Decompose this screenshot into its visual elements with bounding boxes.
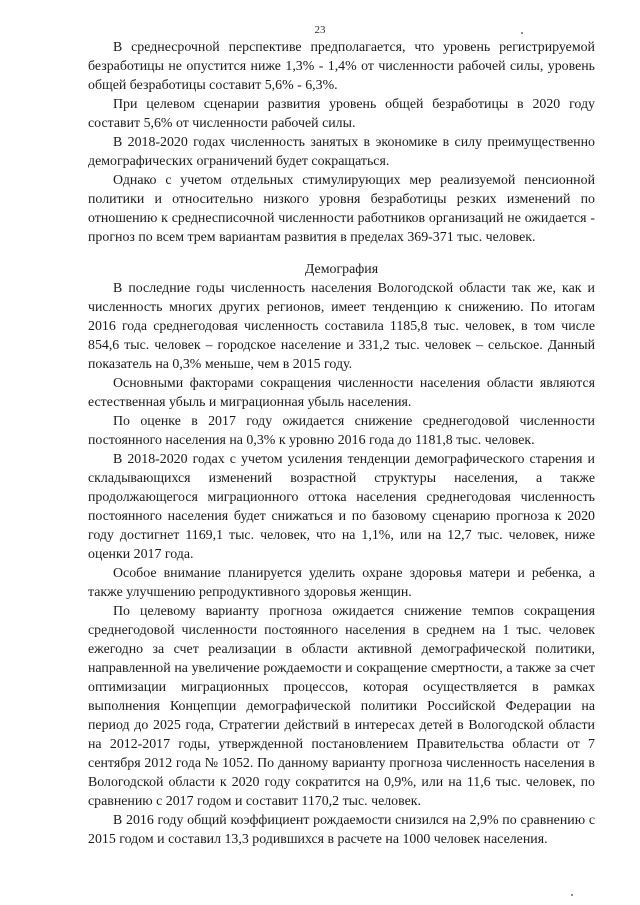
paragraph: В 2016 году общий коэффициент рождаемости снизился на 2,9% по сравнению с 2015 годом и составил 13,3 родившихся в расчете на 1000 человек населения. bbox=[88, 813, 595, 847]
paragraph: В среднесрочной перспективе предполагается, что уровень регистрируемой безработицы не опустится ниже 1,3% - 1,4% от численности рабочей силы, уровень общей безработицы составит 5,6% - 6,3%. bbox=[88, 40, 595, 93]
paragraph: Особое внимание планируется уделить охране здоровья матери и ребенка, а также улучшению репродуктивного здоровья женщин. bbox=[88, 566, 595, 600]
scan-speck bbox=[571, 894, 573, 896]
paragraph: В 2018-2020 годах с учетом усиления тенденции демографического старения и складывающихся изменений возрастной структуры населения, а также продолжающегося миграционного оттока населения среднегодовая численность постоянного населения будет снижаться и по базовому сценарию прогноза к 2020 году достигнет 1169,1 тыс. человек, что на 1,1%, или на 12,7 тыс. человек, ниже оценки 2017 года. bbox=[88, 452, 595, 562]
paragraph: По оценке в 2017 году ожидается снижение среднегодовой численности постоянного населения на 0,3% к уровню 2016 года до 1181,8 тыс. человек. bbox=[88, 414, 595, 448]
page-number: 23 bbox=[314, 24, 326, 36]
paragraph: При целевом сценарии развития уровень общей безработицы в 2020 году составит 5,6% от численности рабочей силы. bbox=[88, 97, 595, 131]
paragraph: Основными факторами сокращения численности населения области являются естественная убыль и миграционная убыль населения. bbox=[88, 376, 595, 410]
scan-speck bbox=[521, 32, 523, 34]
paragraph: Однако с учетом отдельных стимулирующих мер реализуемой пенсионной политики и относительно низкого уровня безработицы резких изменений по отношению к среднесписочной численности работников организаций не ожидается - прогноз по всем трем вариантам развития в пределах 369-371 тыс. человек. bbox=[88, 173, 595, 245]
paragraph: В последние годы численность населения Вологодской области так же, как и численность многих других регионов, имеет тенденцию к снижению. По итогам 2016 года среднегодовая численность составила 1185,8 тыс. человек, в том числе 854,6 тыс. человек – городское население и 331,2 тыс. человек – сельское. Данный показатель на 0,3% меньше, чем в 2015 году. bbox=[88, 281, 595, 372]
paragraph: По целевому варианту прогноза ожидается снижение темпов сокращения среднегодовой численности постоянного населения в среднем на 1 тыс. человек ежегодно за счет реализации в области активной демографической политики, направленной на увеличение рождаемости и сокращение смертности, а также за счет оптимизации миграционных процессов, которая осуществляется в рамках выполнения Концепции демографической политики Российской Федерации на период до 2025 года, Стратегии действий в интересах детей в Вологодской области на 2012-2017 годы, утвержденной постановлением Правительства области от 7 сентября 2012 года № 1052. По данному варианту прогноза численность населения в Вологодской области к 2020 году сократится на 0,9%, или на 11,6 тыс. человек, по сравнению с 2017 годом и составит 1170,2 тыс. человек. bbox=[88, 604, 595, 809]
section-heading: Демография bbox=[304, 262, 379, 277]
paragraph: В 2018-2020 годах численность занятых в экономике в силу преимущественно демографических ограничений будет сокращаться. bbox=[88, 135, 595, 169]
document-body bbox=[88, 38, 595, 849]
